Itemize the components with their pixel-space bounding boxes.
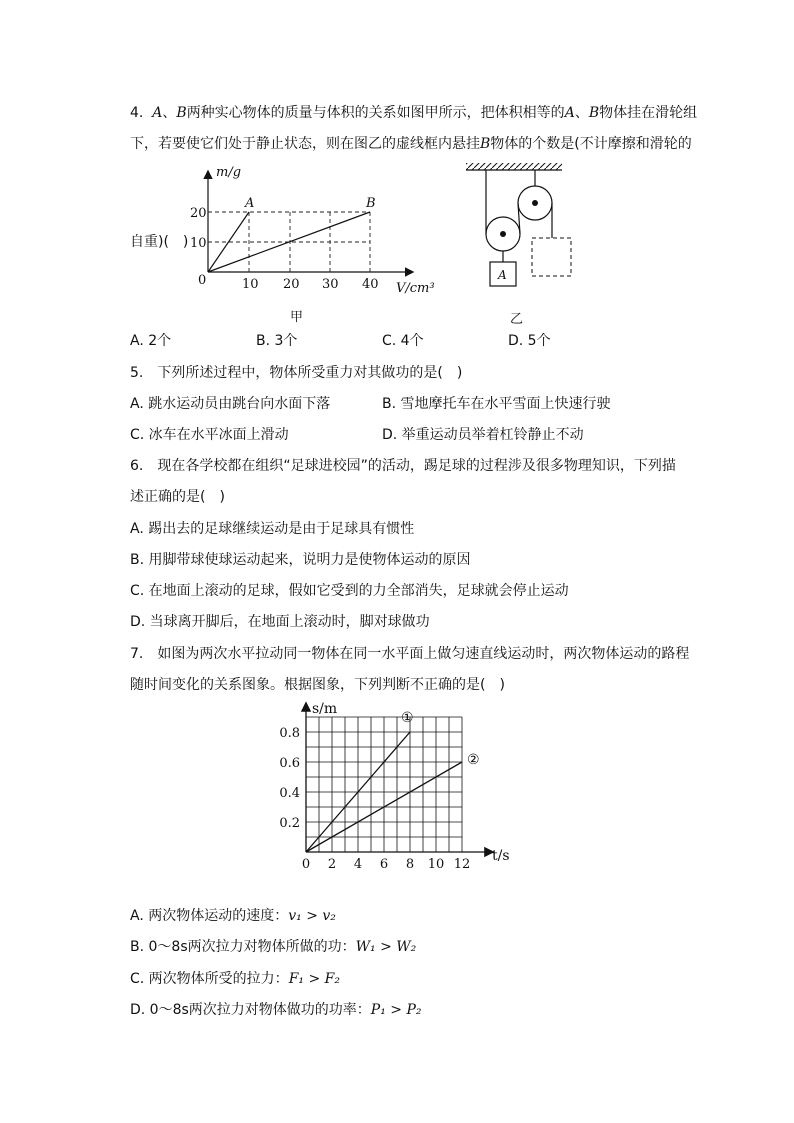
q7-option-c[interactable]: C. 两次物体所受的拉力：F₁ > F₂ (130, 971, 340, 987)
graph-xtick-20: 20 (283, 277, 300, 292)
q4-option-c[interactable]: C. 4个 (382, 333, 424, 349)
q6-option-d[interactable]: D. 当球离开脚后，在地面上滚动时，脚对球做功 (130, 614, 430, 630)
x-tick-label: 10 (427, 857, 445, 872)
q6-stem-line1: 6. 现在各学校都在组织“足球进校园”的活动，踢足球的过程涉及很多物理知识，下列描 (130, 458, 676, 474)
graph-xlabel: V/cm³ (396, 281, 435, 296)
q5-option-c[interactable]: C. 冰车在水平冰面上滑动 (130, 427, 289, 443)
x-tick-label: 0 (301, 857, 311, 872)
y-tick-label: 0.4 (279, 786, 300, 801)
q6-option-a[interactable]: A. 踢出去的足球继续运动是由于足球具有惯性 (130, 521, 415, 537)
graph-point-A: A (245, 196, 255, 211)
x-tick-label: 6 (379, 857, 389, 872)
q4-option-d[interactable]: D. 5个 (508, 333, 551, 349)
x-tick-label: 12 (453, 857, 471, 872)
graph-caption: 甲 (290, 310, 304, 325)
q4-option-a[interactable]: A. 2个 (130, 333, 172, 349)
graph-origin: 0 (198, 273, 207, 288)
q5-option-b[interactable]: B. 雪地摩托车在水平雪面上快速行驶 (382, 396, 611, 412)
q4-stem-line3: 自重)( ) (130, 234, 189, 250)
q5-stem: 5. 下列所述过程中，物体所受重力对其做功的是( ) (130, 365, 463, 381)
graph-xtick-10: 10 (242, 277, 259, 292)
y-tick-label: 0.6 (279, 756, 300, 771)
graph-xtick-30: 30 (322, 277, 339, 292)
series-label-2: ② (467, 752, 480, 768)
x-tick-label: 4 (353, 857, 363, 872)
q7-option-d[interactable]: D. 0～8s两次拉力对物体做功的功率：P₁ > P₂ (130, 1002, 422, 1018)
q7-stem-line1: 7. 如图为两次水平拉动同一物体在同一水平面上做匀速直线运动时，两次物体运动的路程 (130, 646, 690, 662)
q6-option-b[interactable]: B. 用脚带球使球运动起来，说明力是使物体运动的原因 (130, 552, 471, 568)
chart-xlabel: t/s (492, 848, 510, 864)
q5-option-d[interactable]: D. 举重运动员举着杠铃静止不动 (382, 427, 584, 443)
q4-stem-line1: 4. A、B两种实心物体的质量与体积的关系如图甲所示，把体积相等的A、B物体挂在滑轮组 (130, 105, 698, 121)
graph-ytick-10: 10 (190, 236, 207, 251)
q7-option-a[interactable]: A. 两次物体运动的速度：v₁ > v₂ (130, 908, 336, 924)
q7-option-b[interactable]: B. 0～8s两次拉力对物体所做的功：W₁ > W₂ (130, 939, 417, 955)
graph-ytick-20: 20 (190, 206, 207, 221)
q7-stem-line2: 随时间变化的关系图象。根据图象，下列判断不正确的是( ) (130, 677, 505, 693)
q5-option-a[interactable]: A. 跳水运动员由跳台向水面下落 (130, 396, 331, 412)
graph-xtick-40: 40 (362, 277, 379, 292)
object-A-label: A (498, 268, 507, 282)
chart-ylabel: s/m (312, 701, 338, 717)
graph-point-B: B (366, 196, 376, 211)
q6-stem-line2: 述正确的是( ) (130, 489, 225, 505)
x-tick-label: 8 (405, 857, 415, 872)
q6-option-c[interactable]: C. 在地面上滚动的足球，假如它受到的力全部消失，足球就会停止运动 (130, 583, 569, 599)
q4-stem-line2: 下，若要使它们处于静止状态，则在图乙的虚线框内悬挂B物体的个数是(不计摩擦和滑轮的 (130, 136, 692, 152)
q4-option-b[interactable]: B. 3个 (256, 333, 298, 349)
chart-grid (306, 717, 462, 852)
series-label-1: ① (401, 710, 414, 726)
pulley-caption: 乙 (510, 312, 524, 327)
graph-ylabel: m/g (216, 165, 242, 180)
y-tick-label: 0.2 (279, 816, 300, 831)
y-tick-label: 0.8 (279, 726, 300, 741)
x-tick-label: 2 (327, 857, 337, 872)
